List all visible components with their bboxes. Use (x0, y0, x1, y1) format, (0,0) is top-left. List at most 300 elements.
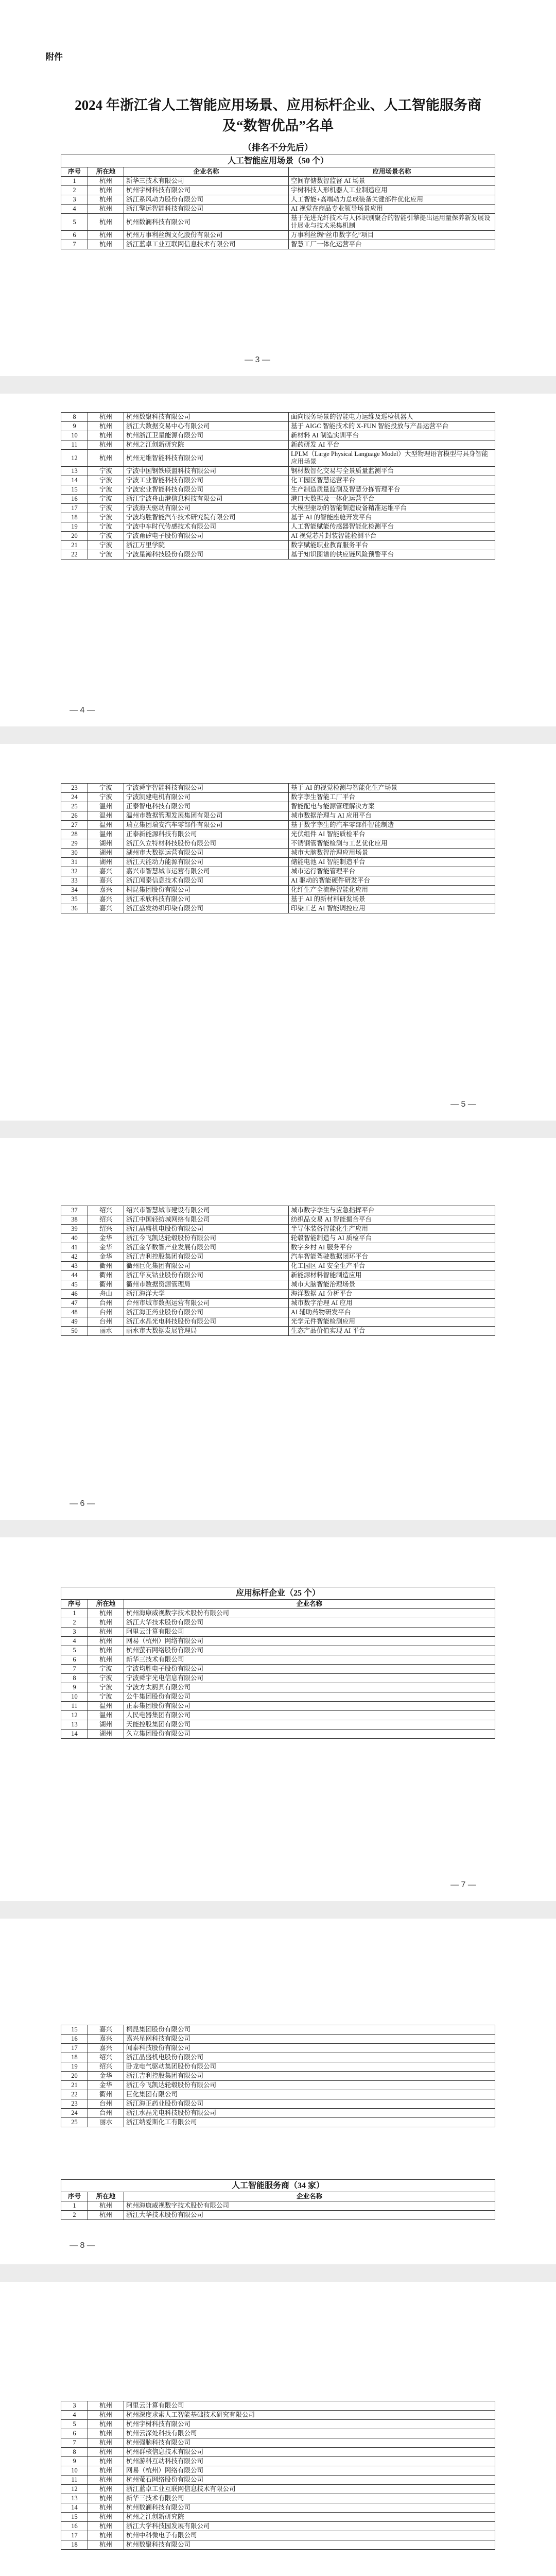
row-index: 35 (61, 895, 88, 904)
row-index: 23 (61, 2099, 88, 2109)
table-row (61, 2109, 495, 2118)
row-scenario: 储能电池 AI 智能制造平台 (289, 858, 495, 867)
row-index: 37 (61, 1206, 88, 1215)
row-location: 宁波 (88, 1692, 124, 1702)
scenario-table-page4 (61, 412, 495, 560)
row-location: 宁波 (88, 793, 124, 802)
row-scenario: AI 视觉在商品专业领导场景应用 (289, 205, 495, 214)
row-scenario: 空间存储数智监督 AI 场景 (289, 177, 495, 186)
table-row (61, 1252, 495, 1262)
row-scenario: 不锈钢管智能检测与工艺优化应用 (289, 839, 495, 849)
page-separator (0, 1520, 556, 1537)
row-index: 8 (61, 413, 88, 422)
row-index: 10 (61, 431, 88, 440)
row-scenario: 新药研发 AI 平台 (289, 440, 495, 450)
benchmark-table-page8 (61, 2025, 495, 2127)
row-company: 宁波中国钢铁联盟科技有限公司 (124, 467, 289, 476)
row-company: 天能控股集团有限公司 (124, 1720, 495, 1730)
row-location: 绍兴 (88, 2062, 124, 2072)
table-row (61, 821, 495, 830)
row-company: 卧龙电气驱动集团股份有限公司 (124, 2062, 495, 2072)
row-scenario: 城市数据治理与 AI 应用平台 (289, 811, 495, 821)
row-company: 衢州市数据资源管理局 (124, 1280, 289, 1290)
table-row (61, 830, 495, 839)
row-scenario: 人工智能赋能传感器智能化检测平台 (289, 522, 495, 532)
row-index: 12 (61, 450, 88, 467)
table-row (61, 1711, 495, 1720)
row-company: 浙江晶盛机电股份有限公司 (124, 1225, 289, 1234)
row-location: 温州 (88, 830, 124, 839)
row-index: 45 (61, 1280, 88, 1290)
provider-table-page8 (61, 2179, 495, 2220)
row-scenario: 城市大脑数智治理应用场景 (289, 849, 495, 858)
section-title-benchmarks: 应用标杆企业（25 个） (61, 1587, 495, 1600)
row-scenario: 印染工艺 AI 智能调控应用 (289, 904, 495, 913)
row-location: 衢州 (88, 1262, 124, 1271)
row-location: 温州 (88, 811, 124, 821)
row-scenario: 化纤生产全流程智能化应用 (289, 886, 495, 895)
row-company: 衢州巨化集团有限公司 (124, 1262, 289, 1271)
row-company: 新华三技术有限公司 (124, 2494, 495, 2503)
row-index: 25 (61, 802, 88, 811)
table-row (61, 2522, 495, 2531)
header-scenario: 应用场景名称 (289, 167, 495, 177)
row-index: 31 (61, 858, 88, 867)
row-company: 嘉兴市智慧城市运营有限公司 (124, 867, 289, 876)
page-number: — 8 — (70, 2241, 95, 2250)
row-company: 浙江水晶光电科技股份有限公司 (124, 1317, 289, 1327)
header-index: 序号 (61, 1600, 88, 1609)
row-scenario: 城市数字治理 AI 应用 (289, 1299, 495, 1308)
row-index: 27 (61, 821, 88, 830)
row-location: 宁波 (88, 495, 124, 504)
row-scenario: 大模型驱动的智能制造设备精准运维平台 (289, 504, 495, 513)
row-index: 17 (61, 2531, 88, 2540)
row-index: 7 (61, 240, 88, 249)
row-company: 阿里云计算有限公司 (124, 1628, 495, 1637)
table-row (61, 1271, 495, 1280)
row-location: 宁波 (88, 513, 124, 522)
table-row (61, 1674, 495, 1683)
table-row (61, 2090, 495, 2099)
row-scenario: 智能配电与能源管理解决方案 (289, 802, 495, 811)
row-company: 杭州游科互动科技有限公司 (124, 2457, 495, 2466)
header-index: 序号 (61, 167, 88, 177)
row-company: 浙江海正药业股份有限公司 (124, 2099, 495, 2109)
row-index: 1 (61, 1609, 88, 1618)
row-company: 瑞立集团瑞安汽车零部件有限公司 (124, 821, 289, 830)
row-scenario: 基于数字孪生的汽车零部件智能制造 (289, 821, 495, 830)
row-index: 16 (61, 2522, 88, 2531)
table-row (61, 1225, 495, 1234)
row-company: 浙江大华技术股份有限公司 (124, 2211, 495, 2220)
row-location: 杭州 (88, 205, 124, 214)
table-row (61, 532, 495, 541)
row-location: 杭州 (88, 1646, 124, 1655)
table-row (61, 2513, 495, 2522)
table-row (61, 2035, 495, 2044)
page-separator (0, 1121, 556, 1138)
table-row (61, 550, 495, 560)
row-index: 4 (61, 205, 88, 214)
table-row (61, 1262, 495, 1271)
row-scenario: 数字孪生智能工厂平台 (289, 793, 495, 802)
row-location: 台州 (88, 2109, 124, 2118)
table-header-row (61, 167, 495, 177)
row-location: 杭州 (88, 2429, 124, 2438)
row-location: 嘉兴 (88, 2025, 124, 2035)
table-row (61, 2072, 495, 2081)
row-scenario: 光伏组件 AI 智能质检平台 (289, 830, 495, 839)
row-company: 浙江水晶光电科技股份有限公司 (124, 2109, 495, 2118)
row-index: 9 (61, 422, 88, 431)
row-index: 30 (61, 849, 88, 858)
table-row (61, 2429, 495, 2438)
row-location: 金华 (88, 2081, 124, 2090)
row-location: 宁波 (88, 1665, 124, 1674)
row-company: 浙江万里学院 (124, 541, 289, 550)
row-location: 杭州 (88, 422, 124, 431)
table-row (61, 904, 495, 913)
row-index: 16 (61, 2035, 88, 2044)
table-row (61, 467, 495, 476)
row-index: 19 (61, 2062, 88, 2072)
table-row (61, 2503, 495, 2513)
row-scenario: AI 辅助药物研发平台 (289, 1308, 495, 1317)
row-company: 浙江擎远智能科技有限公司 (124, 205, 289, 214)
row-company: 正泰智电科技有限公司 (124, 802, 289, 811)
row-index: 9 (61, 1683, 88, 1692)
table-row (61, 849, 495, 858)
header-location: 所在地 (88, 1600, 124, 1609)
row-scenario: AI 视觉芯片封装智能检测平台 (289, 532, 495, 541)
row-index: 3 (61, 195, 88, 205)
row-index: 5 (61, 2420, 88, 2429)
row-location: 金华 (88, 2072, 124, 2081)
row-location: 杭州 (88, 450, 124, 467)
row-index: 3 (61, 2401, 88, 2411)
table-row (61, 802, 495, 811)
row-company: 宁波甬矽电子股份有限公司 (124, 532, 289, 541)
row-index: 15 (61, 2513, 88, 2522)
page-separator (0, 2264, 556, 2282)
document-subtitle: （排名不分先后） (243, 143, 313, 152)
row-location: 杭州 (88, 2503, 124, 2513)
table-row (61, 413, 495, 422)
table-row (61, 2485, 495, 2494)
table-row (61, 240, 495, 249)
row-location: 金华 (88, 1234, 124, 1243)
row-scenario: 化工园区 AI 安全生产平台 (289, 1262, 495, 1271)
row-company: 巨化集团有限公司 (124, 2090, 495, 2099)
row-index: 3 (61, 1628, 88, 1637)
row-location: 嘉兴 (88, 886, 124, 895)
row-scenario: 基于 AIGC 智能技术的 X-FUN 智能投放与产品运营平台 (289, 422, 495, 431)
row-scenario: LPLM（Large Physical Language Model）大型物理语言模型与具身智能应用场景 (289, 450, 495, 467)
row-index: 48 (61, 1308, 88, 1317)
row-scenario: 轮毂智能制造与 AI 质检平台 (289, 1234, 495, 1243)
row-location: 衢州 (88, 1271, 124, 1280)
row-index: 22 (61, 2090, 88, 2099)
row-location: 杭州 (88, 2540, 124, 2550)
row-location: 杭州 (88, 2401, 124, 2411)
row-company: 浙江晶盛机电股份有限公司 (124, 2053, 495, 2062)
row-company: 浙江大学科技园发展有限公司 (124, 2522, 495, 2531)
table-row (61, 195, 495, 205)
table-row (61, 1243, 495, 1252)
row-location: 宁波 (88, 550, 124, 560)
table-row (61, 2401, 495, 2411)
row-scenario: 钢材数智化交易与全景质量监测平台 (289, 467, 495, 476)
row-company: 浙江吉利控股集团有限公司 (124, 2072, 495, 2081)
table-row (61, 1683, 495, 1692)
row-location: 杭州 (88, 1637, 124, 1646)
row-scenario: 基于先进光纤技术与人体识别聚合的智能引擎提出运用量保养新发展设计展业与技术采集机制 (289, 214, 495, 231)
row-location: 杭州 (88, 413, 124, 422)
row-index: 18 (61, 2053, 88, 2062)
table-row (61, 231, 495, 240)
row-index: 4 (61, 2411, 88, 2420)
row-index: 1 (61, 2201, 88, 2211)
row-index: 7 (61, 2438, 88, 2448)
table-row (61, 1327, 495, 1336)
row-location: 杭州 (88, 2485, 124, 2494)
row-index: 2 (61, 1618, 88, 1628)
row-location: 宁波 (88, 784, 124, 793)
row-scenario: 纺织品交易 AI 智能撮合平台 (289, 1215, 495, 1225)
scenario-table-page3 (61, 155, 495, 249)
row-company: 绍兴市智慧城市建设有限公司 (124, 1206, 289, 1215)
row-company: 浙江海洋大学 (124, 1290, 289, 1299)
table-header-row (61, 1600, 495, 1609)
row-index: 7 (61, 1665, 88, 1674)
row-company: 浙江今飞凯达轮毂股份有限公司 (124, 1234, 289, 1243)
table-row (61, 2053, 495, 2062)
row-company: 杭州宇树科技有限公司 (124, 186, 289, 195)
row-company: 浙江今飞凯达轮毂股份有限公司 (124, 2081, 495, 2090)
row-company: 网易（杭州）网络有限公司 (124, 2466, 495, 2476)
row-index: 1 (61, 177, 88, 186)
table-row (61, 495, 495, 504)
row-index: 13 (61, 1720, 88, 1730)
row-company: 浙江中国轻纺城网络有限公司 (124, 1215, 289, 1225)
row-location: 杭州 (88, 2466, 124, 2476)
row-index: 13 (61, 2494, 88, 2503)
row-location: 宁波 (88, 522, 124, 532)
table-header-row (61, 2192, 495, 2201)
row-location: 杭州 (88, 431, 124, 440)
row-company: 浙江海正药业股份有限公司 (124, 1308, 289, 1317)
row-index: 12 (61, 2485, 88, 2494)
row-location: 宁波 (88, 1674, 124, 1683)
row-company: 杭州万事利丝绸文化股份有限公司 (124, 231, 289, 240)
row-company: 嘉兴星网科技有限公司 (124, 2035, 495, 2044)
table-row (61, 1206, 495, 1215)
row-location: 丽水 (88, 2118, 124, 2127)
table-row (61, 513, 495, 522)
row-location: 杭州 (88, 2476, 124, 2485)
table-row (61, 205, 495, 214)
row-index: 28 (61, 830, 88, 839)
row-index: 39 (61, 1225, 88, 1234)
row-index: 2 (61, 186, 88, 195)
table-row (61, 1646, 495, 1655)
row-scenario: 生产制造质量监测及智慧分拣管理平台 (289, 485, 495, 495)
row-index: 41 (61, 1243, 88, 1252)
table-row (61, 1692, 495, 1702)
row-location: 嘉兴 (88, 867, 124, 876)
document-title-line2: 及“数智优品”名单 (222, 118, 334, 133)
page-number: — 3 — (245, 355, 270, 364)
row-index: 18 (61, 513, 88, 522)
page-number: — 7 — (450, 1880, 476, 1889)
row-scenario: 城市运行智能管理平台 (289, 867, 495, 876)
row-scenario: 城市大脑智能治理场景 (289, 1280, 495, 1290)
table-row (61, 1215, 495, 1225)
table-row (61, 876, 495, 886)
page-number: — 6 — (70, 1499, 95, 1508)
row-index: 20 (61, 532, 88, 541)
row-company: 宁波海天驱动有限公司 (124, 504, 289, 513)
row-index: 5 (61, 1646, 88, 1655)
row-company: 杭州数聚科技有限公司 (124, 413, 289, 422)
row-index: 10 (61, 1692, 88, 1702)
row-company: 浙江纳爱斯化工有限公司 (124, 2118, 495, 2127)
row-scenario: 港口大数据及一体化运营平台 (289, 495, 495, 504)
row-index: 36 (61, 904, 88, 913)
row-company: 杭州数澜科技有限公司 (124, 2503, 495, 2513)
row-company: 杭州中科微电子有限公司 (124, 2531, 495, 2540)
row-scenario: 基于 AI 的视觉检测与智能化生产场景 (289, 784, 495, 793)
row-location: 杭州 (88, 2411, 124, 2420)
row-company: 人民电器集团有限公司 (124, 1711, 495, 1720)
table-row (61, 886, 495, 895)
row-company: 杭州强脑科技有限公司 (124, 2438, 495, 2448)
table-row (61, 1280, 495, 1290)
row-index: 46 (61, 1290, 88, 1299)
row-company: 宁波方太厨具有限公司 (124, 1683, 495, 1692)
row-scenario: 光学元件智能检测应用 (289, 1317, 495, 1327)
row-company: 宁波中车时代传感技术有限公司 (124, 522, 289, 532)
row-index: 6 (61, 231, 88, 240)
row-location: 温州 (88, 802, 124, 811)
table-row (61, 839, 495, 849)
row-index: 13 (61, 467, 88, 476)
row-location: 杭州 (88, 2420, 124, 2429)
row-company: 杭州无维智能科技有限公司 (124, 450, 289, 467)
table-row (61, 811, 495, 821)
row-location: 绍兴 (88, 2053, 124, 2062)
table-row (61, 2062, 495, 2072)
row-scenario: 数字赋能职业教育服务平台 (289, 541, 495, 550)
row-index: 12 (61, 1711, 88, 1720)
row-location: 杭州 (88, 2494, 124, 2503)
row-company: 杭州数澜科技有限公司 (124, 214, 289, 231)
table-row (61, 2476, 495, 2485)
row-index: 17 (61, 504, 88, 513)
table-row (61, 1234, 495, 1243)
table-row (61, 2118, 495, 2127)
table-row (61, 2494, 495, 2503)
row-location: 宁波 (88, 485, 124, 495)
row-company: 浙江大数据交易中心有限公司 (124, 422, 289, 431)
table-row (61, 2099, 495, 2109)
row-location: 杭州 (88, 195, 124, 205)
section-title-scenarios: 人工智能应用场景（50 个） (61, 155, 495, 167)
row-company: 杭州海康威视数字技术股份有限公司 (124, 1609, 495, 1618)
table-row (61, 895, 495, 904)
row-location: 杭州 (88, 186, 124, 195)
row-location: 杭州 (88, 1609, 124, 1618)
row-scenario: 汽车智能驾驶数据闭环平台 (289, 1252, 495, 1262)
row-location: 宁波 (88, 467, 124, 476)
row-location: 杭州 (88, 440, 124, 450)
row-location: 嘉兴 (88, 895, 124, 904)
row-index: 6 (61, 1655, 88, 1665)
row-index: 29 (61, 839, 88, 849)
table-row (61, 2466, 495, 2476)
row-scenario: 万事利丝绸“丝巾数字化”项目 (289, 231, 495, 240)
benchmark-table-page7 (61, 1587, 495, 1739)
row-location: 湖州 (88, 1730, 124, 1739)
row-index: 5 (61, 214, 88, 231)
row-index: 2 (61, 2211, 88, 2220)
row-index: 34 (61, 886, 88, 895)
row-scenario: 海洋数据 AI 分析平台 (289, 1290, 495, 1299)
row-company: 杭州之江创新研究院 (124, 2513, 495, 2522)
row-index: 15 (61, 485, 88, 495)
table-row (61, 1317, 495, 1327)
table-row (61, 1665, 495, 1674)
row-scenario: AI 驱动的智能硬件研发平台 (289, 876, 495, 886)
row-company: 浙江盛发纺织印染有限公司 (124, 904, 289, 913)
row-company: 网易（杭州）网络有限公司 (124, 1637, 495, 1646)
row-index: 17 (61, 2044, 88, 2053)
row-scenario: 宇树科技人形机器人工业制造应用 (289, 186, 495, 195)
row-index: 8 (61, 2448, 88, 2457)
row-company: 浙江蓝卓工业互联网信息技术有限公司 (124, 240, 289, 249)
row-location: 宁波 (88, 1683, 124, 1692)
row-company: 杭州海康威视数字技术股份有限公司 (124, 2201, 495, 2211)
header-index: 序号 (61, 2192, 88, 2201)
row-location: 舟山 (88, 1290, 124, 1299)
header-company: 企业名称 (124, 2192, 495, 2201)
table-row (61, 504, 495, 513)
table-row (61, 1730, 495, 1739)
attachment-label: 附件 (45, 52, 63, 62)
table-row (61, 2540, 495, 2550)
row-location: 金华 (88, 1252, 124, 1262)
table-row (61, 1720, 495, 1730)
scenario-table-page5 (61, 783, 495, 913)
row-company: 浙江宁波舟山港信息科技有限公司 (124, 495, 289, 504)
row-location: 温州 (88, 1702, 124, 1711)
row-location: 嘉兴 (88, 2035, 124, 2044)
row-company: 宁波舜宇智能科技有限公司 (124, 784, 289, 793)
row-company: 久立集团股份有限公司 (124, 1730, 495, 1739)
row-index: 6 (61, 2429, 88, 2438)
row-index: 11 (61, 1702, 88, 1711)
table-row (61, 522, 495, 532)
row-scenario: 基于 AI 的智能座舱开发平台 (289, 513, 495, 522)
row-company: 台州市城市数据运营有限公司 (124, 1299, 289, 1308)
row-company: 浙江吉利控股集团有限公司 (124, 1252, 289, 1262)
table-row (61, 1290, 495, 1299)
page-number: — 4 — (70, 706, 95, 715)
page-separator (0, 726, 556, 744)
page-separator (0, 376, 556, 394)
row-index: 16 (61, 495, 88, 504)
